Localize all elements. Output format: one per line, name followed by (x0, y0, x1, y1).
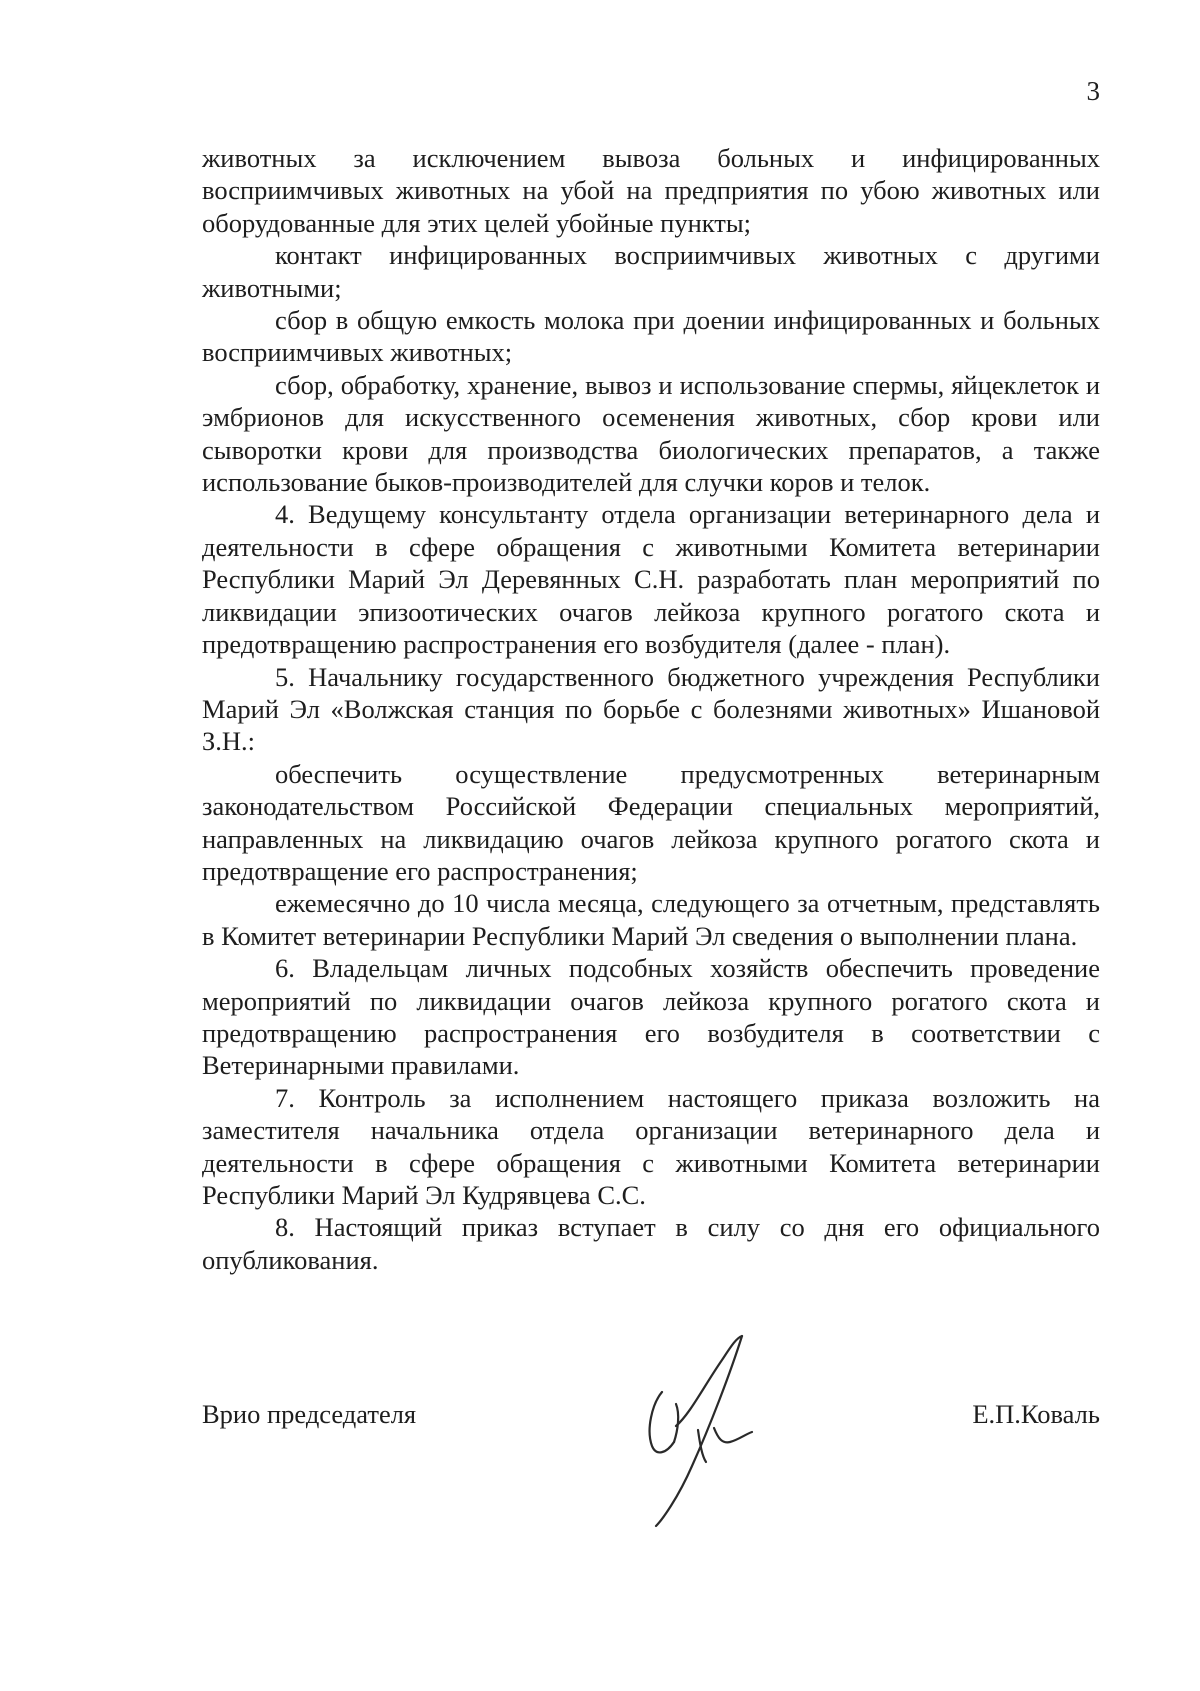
paragraph: сбор в общую емкость молока при доении инфицированных и больных восприимчивых животных; (202, 305, 1100, 368)
paragraph: контакт инфицированных восприимчивых животных с другими животными; (202, 240, 1100, 303)
paragraph: ежемесячно до 10 числа месяца, следующего за отчетным, представлять в Комитет ветеринарии Республики Марий Эл сведения о выполнении плана. (202, 888, 1100, 951)
document-body (202, 142, 1100, 1276)
paragraph: сбор, обработку, хранение, вывоз и использование спермы, яйцеклеток и эмбрионов для искусственного осеменения животных, сбор крови или сыворотки крови для производства биологических препаратов, а также использование быков-производителей для случки коров и телок. (202, 369, 1100, 498)
paragraph-item-7: 7. Контроль за исполнением настоящего приказа возложить на заместителя начальника отдела организации ветеринарного дела и деятельности в сфере обращения с животными Комитета ветеринарии Республики Марий Эл Кудрявцева С.С. (202, 1082, 1100, 1210)
paragraph-item-4: 4. Ведущему консультанту отдела организации ветеринарного дела и деятельности в сфере обращения с животными Комитета ветеринарии Республики Марий Эл Деревянных С.Н. разработать план мероприятий по ликвидации эпизоотических очагов лейкоза крупного рогатого скота и предотвращению распространения его возбудителя (далее - план). (202, 499, 1100, 660)
page-number: 3 (1086, 76, 1100, 106)
handwritten-signature-icon (634, 1334, 784, 1530)
paragraph: обеспечить осуществление предусмотренных ветеринарным законодательством Российской Федерации специальных мероприятий, направленных на ликвидацию очагов лейкоза крупного рогатого скота и предотвращение его распространения; (202, 758, 1100, 886)
paragraph-item-8: 8. Настоящий приказ вступает в силу со дня его официального опубликования. (202, 1212, 1100, 1275)
signature-block (202, 1390, 1100, 1480)
signatory-role: Врио председателя (202, 1399, 417, 1429)
paragraph: животных за исключением вывоза больных и инфицированных восприимчивых животных на убой на предприятия по убою животных или оборудованные для этих целей убойные пункты; (202, 143, 1100, 238)
signatory-name: Е.П.Коваль (972, 1399, 1100, 1429)
paragraph-item-6: 6. Владельцам личных подсобных хозяйств обеспечить проведение мероприятий по ликвидации очагов лейкоза крупного рогатого скота и предотвращению распространения его возбудителя в соответствии с Ветеринарными правилами. (202, 953, 1100, 1081)
paragraph-item-5: 5. Начальнику государственного бюджетного учреждения Республики Марий Эл «Волжская станция по борьбе с болезнями животных» Ишановой З.Н.: (202, 661, 1100, 757)
